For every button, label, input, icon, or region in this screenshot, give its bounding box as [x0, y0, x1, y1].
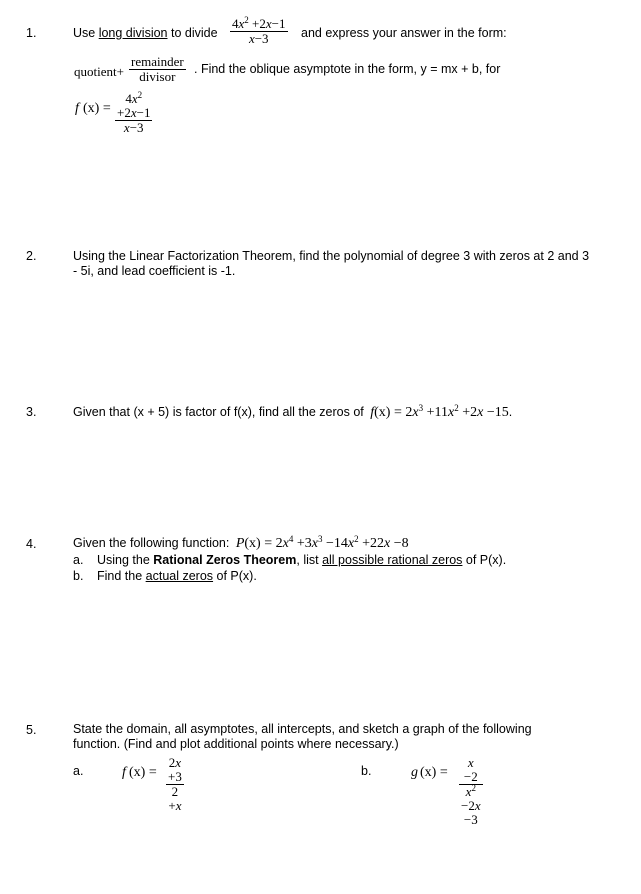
problem-number: 3. [26, 405, 37, 419]
problem-text: State the domain, all asymptotes, all intercepts, and sketch a graph of the following function. (Find and plot additional points where necessary.) [73, 722, 532, 751]
part-b-label: b. [361, 764, 372, 778]
form-fraction: remainder divisor [131, 54, 184, 84]
problem-text: Using the Linear Factorization Theorem, find the polynomial of degree 3 with zeros at 2 and 3 - 5i, and lead coefficient is -1. [73, 249, 590, 278]
problem-number: 4. [26, 537, 37, 551]
polynomial-f: $f(x) = 2x^3 +11x^2 +2x -15$ [370, 403, 509, 420]
part-a-label: a. [73, 764, 84, 778]
part-b: b. Find the actual zeros of P(x). [73, 569, 257, 583]
problem-text: Given that (x + 5) is factor of f(x), find all the zeros of $f(x) = 2x^3 +11x^2 +2x -15$. [73, 403, 513, 420]
problem-number: 2. [26, 249, 37, 263]
problem-number: 5. [26, 723, 37, 737]
problem-1-line-1: Use long division to divide $\frac{4x^2 +2x-1}{x-3}$ and express your answer in the form: [73, 15, 507, 46]
long-division-link: long division [98, 26, 168, 40]
polynomial-P: $P(x) = 2x^4 +3x^3 -14x^2 +22x -8$ [235, 534, 409, 551]
problem-1-line-2: quotient+ remainder divisor . Find the oblique asymptote in the form, y = mx + b, for [74, 54, 501, 84]
problem-intro: Given the following function: $P(x) = 2x^4 +3x^3 -14x^2 +22x -8$ [73, 534, 409, 551]
problem-number: 1. [26, 26, 37, 40]
part-a: a. Using the Rational Zeros Theorem, list all possible rational zeros of P(x). [73, 553, 507, 567]
division-fraction: $\frac{4x^2 +2x-1}{x-3}$ [232, 15, 286, 46]
